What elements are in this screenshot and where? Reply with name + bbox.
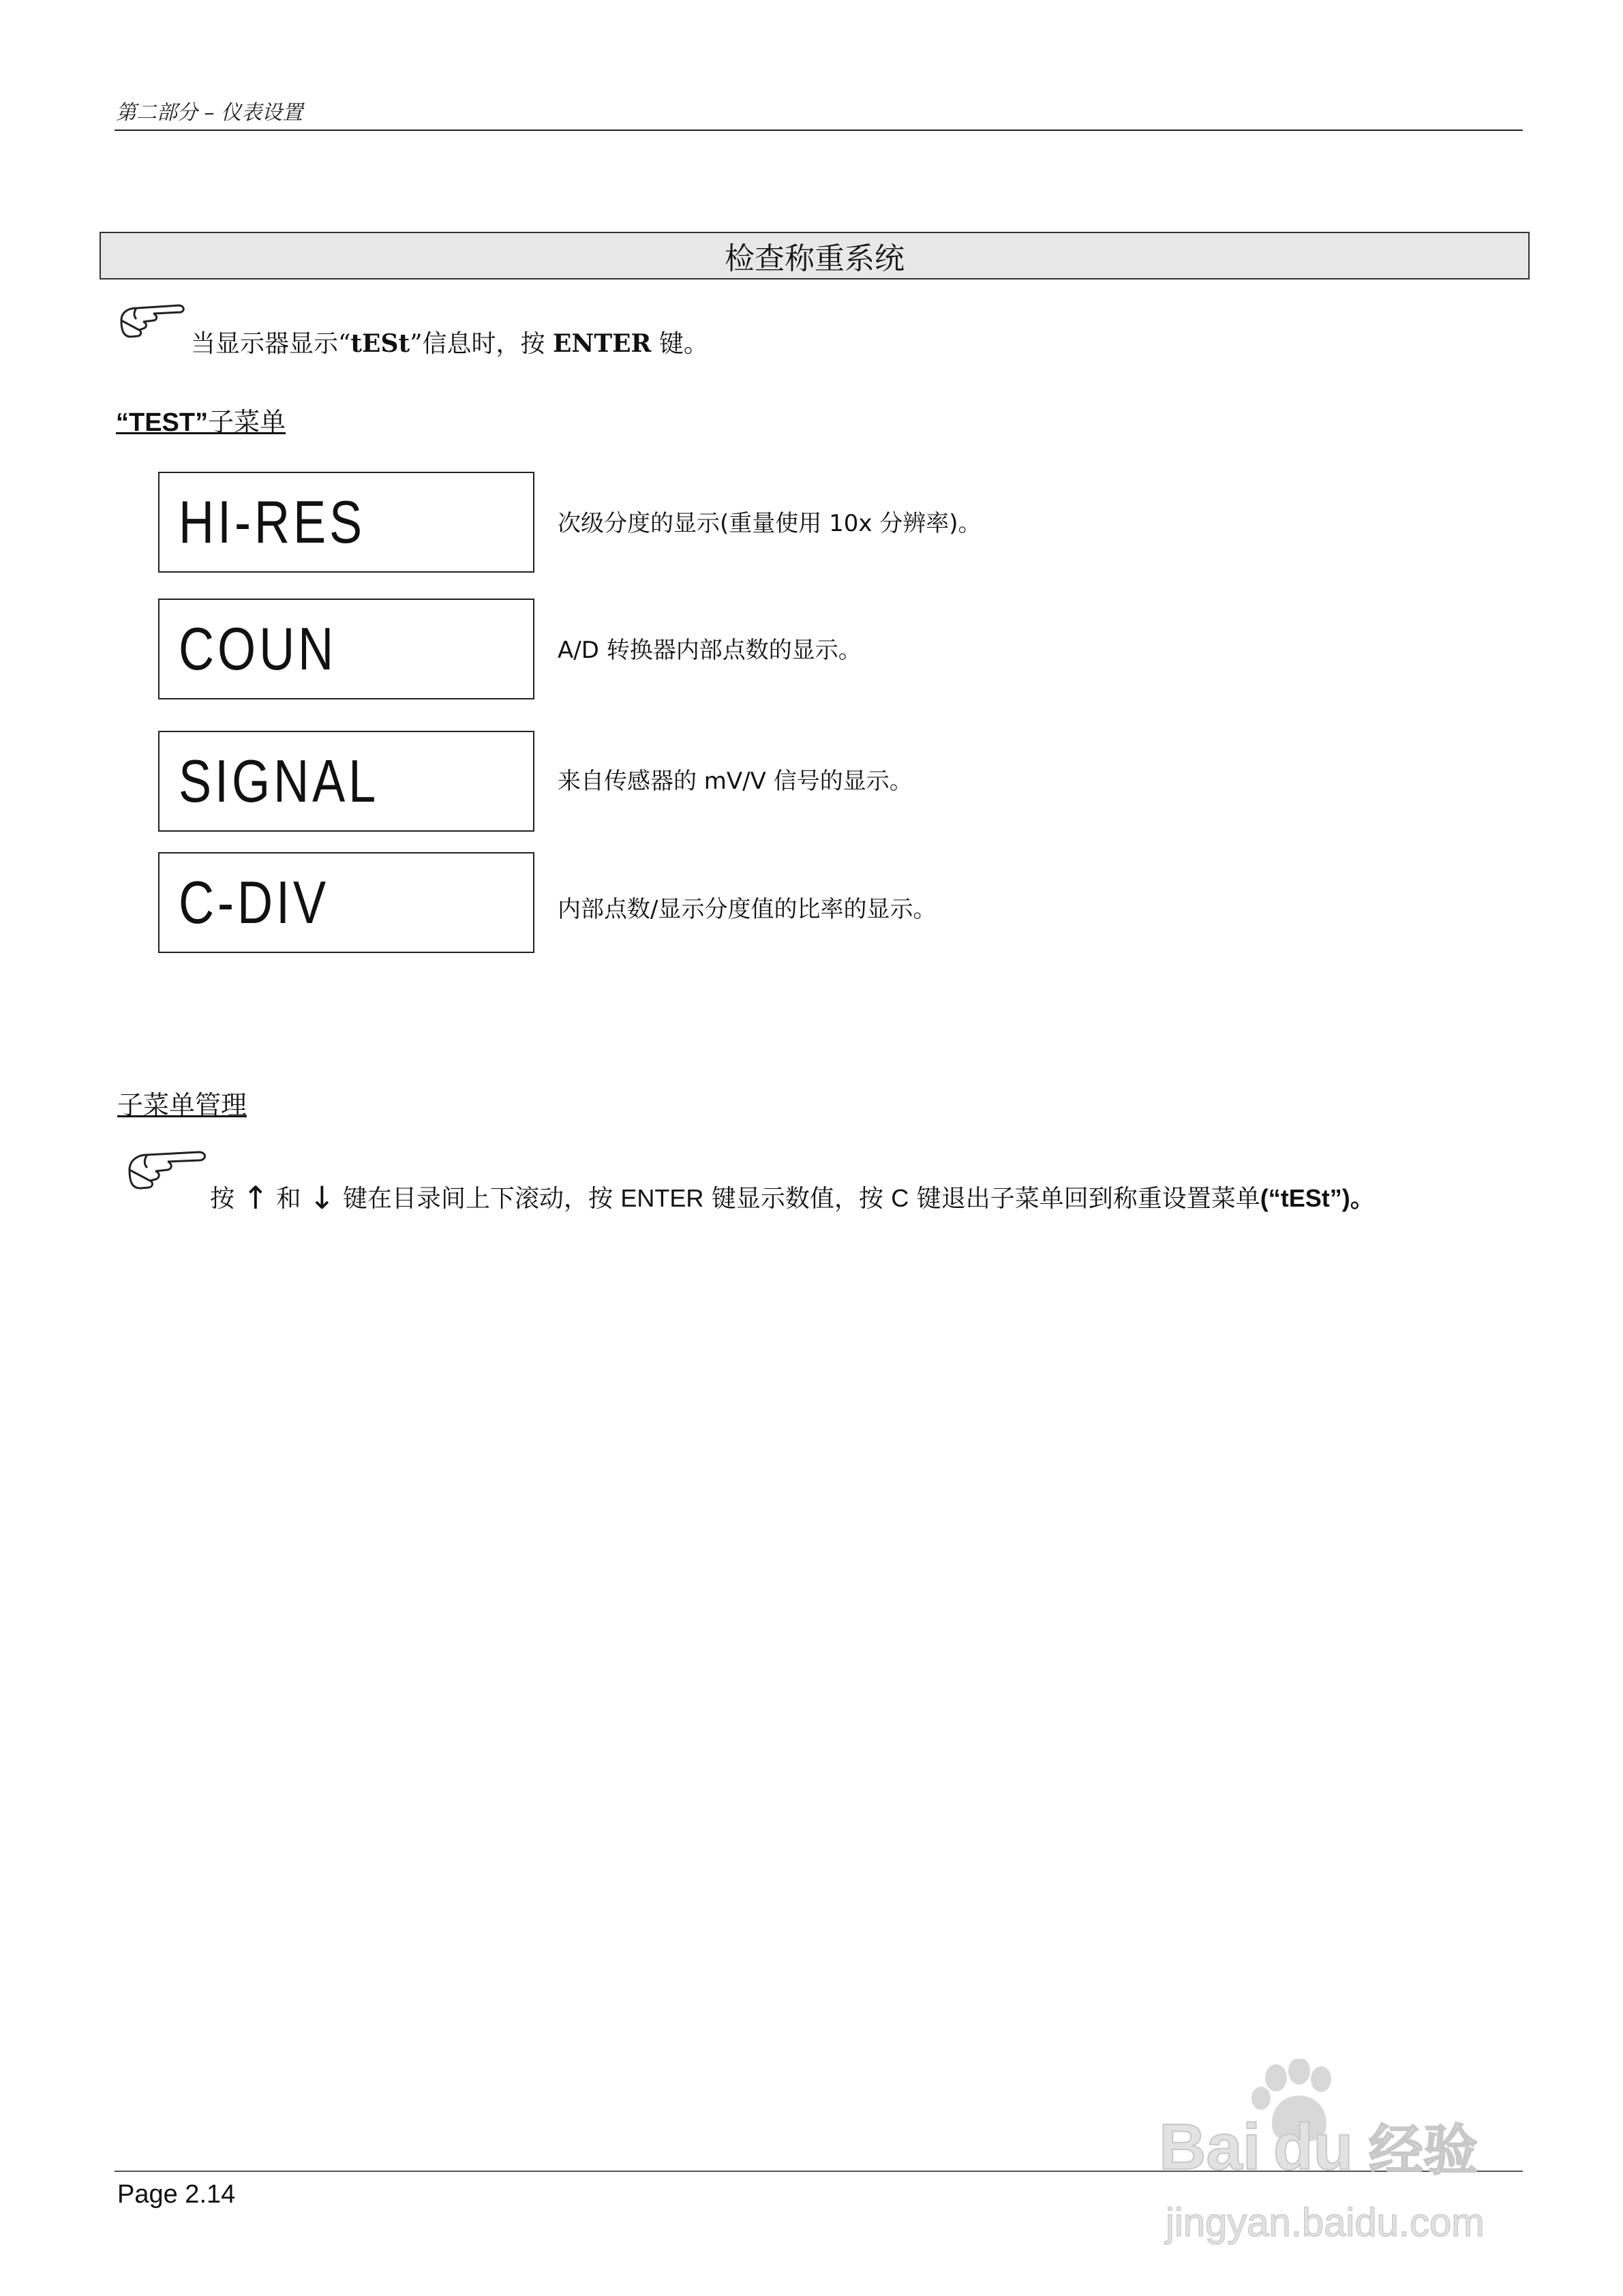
navigation-instruction: 按 ↑ 和 ↓ 键在目录间上下滚动，按 ENTER 键显示数值，按 C 键退出子菜单回到称重设置菜单(“tESt”)。 — [210, 1179, 1375, 1216]
header-divider — [115, 130, 1523, 131]
baidu-watermark — [1152, 2059, 1534, 2263]
lcd-display-c-div: C-DIV — [158, 852, 534, 953]
test-submenu-heading: “TEST”子菜单 — [116, 408, 286, 437]
intro-instruction: 当显示器显示“tESt”信息时，按 ENTER 键。 — [191, 329, 708, 358]
submenu-management-heading: 子菜单管理 — [117, 1091, 247, 1120]
watermark-cn: 经验 — [1369, 2119, 1478, 2182]
lcd-display-signal: SIGNAL — [158, 731, 534, 832]
page-number: Page 2.14 — [117, 2180, 236, 2209]
description-c-div: 内部点数/显示分度值的比率的显示。 — [558, 896, 937, 923]
pointing-hand-icon — [116, 300, 191, 348]
pointing-hand-icon — [123, 1145, 211, 1200]
section-title: 检查称重系统 — [100, 232, 1530, 280]
lcd-display-hi-res: HI-RES — [158, 472, 534, 573]
watermark-brand: Bai — [1159, 2111, 1261, 2184]
enter-key-label: ENTER — [620, 1184, 704, 1212]
lcd-display-coun: COUN — [158, 599, 534, 699]
up-arrow-icon: ↑ — [242, 1179, 269, 1216]
description-signal: 来自传感器的 mV/V 信号的显示。 — [558, 768, 913, 795]
watermark-brand-du: du — [1273, 2111, 1354, 2184]
test-code: tESt — [350, 329, 410, 358]
c-key-label: C — [891, 1184, 909, 1212]
enter-key-label: ENTER — [552, 329, 652, 358]
down-arrow-icon: ↓ — [308, 1179, 335, 1216]
description-hi-res: 次级分度的显示(重量使用 10x 分辨率)。 — [558, 510, 982, 537]
page-header: 第二部分 – 仪表设置 — [116, 101, 303, 125]
watermark-url: jingyan.baidu.com — [1166, 2201, 1485, 2245]
description-coun: A/D 转换器内部点数的显示。 — [558, 637, 862, 664]
test-menu-label: (“tESt”)。 — [1260, 1184, 1375, 1212]
